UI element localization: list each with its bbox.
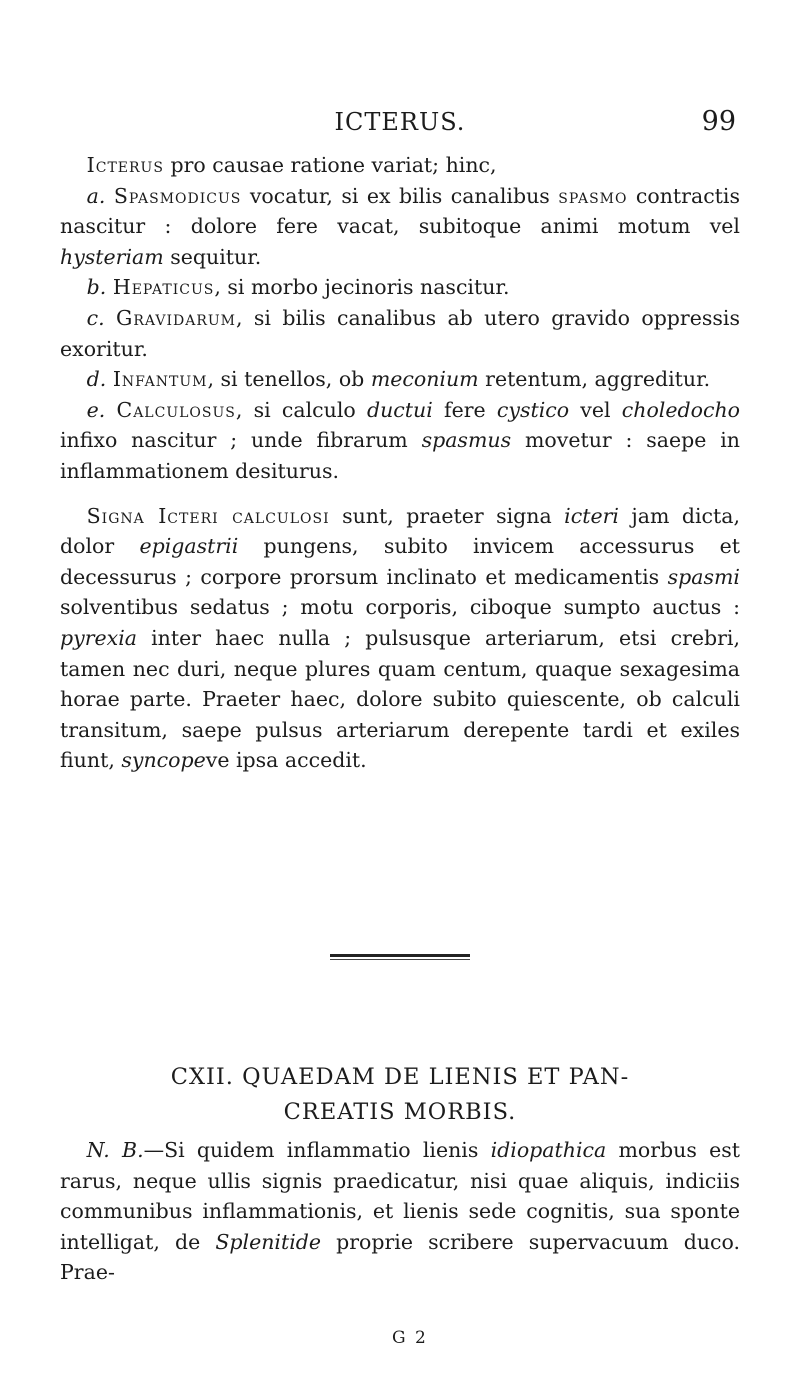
intro-paragraph [60, 150, 740, 181]
section-divider-thin [330, 959, 470, 960]
term-icterus: Icterus [86, 153, 164, 177]
italic-term: N. B. [86, 1138, 144, 1162]
type-letter: a. [86, 183, 106, 208]
type-name: Infantum [112, 367, 208, 392]
text-run: pungens, subito invicem accessurus et decessurus ; corpore prorsum inclinato et medicamentis [60, 534, 740, 589]
page-number: 99 [701, 106, 736, 137]
type-letter: b. [86, 275, 107, 300]
text-run: retentum, aggreditur. [478, 367, 711, 392]
text-run: movetur : saepe in inflammationem desiturus. [60, 428, 740, 483]
text-run: sequitur. [163, 244, 262, 269]
type-item [60, 395, 740, 487]
type-item [60, 303, 740, 364]
italic-term: hysteriam [60, 244, 164, 269]
section-divider [330, 954, 470, 958]
text-run: jam dicta, dolor [60, 503, 740, 559]
italic-term: meconium [370, 367, 479, 392]
type-name: Hepaticus [112, 275, 215, 300]
nb-paragraph [60, 1135, 740, 1288]
type-item [60, 181, 740, 273]
italic-term: icteri [564, 503, 619, 528]
italic-term: syncope [121, 748, 206, 773]
text-run: vocatur, si ex bilis canalibus [241, 183, 559, 208]
text-run: , si morbo jecinoris nascitur. [214, 275, 510, 300]
text-run: infixo nascitur ; unde fibrarum [60, 428, 422, 453]
text-run: , si tenellos, ob [207, 367, 371, 392]
italic-term: spasmus [421, 428, 512, 453]
italic-term: pyrexia [60, 625, 137, 650]
types-list [60, 181, 740, 487]
text-run: , si bilis canalibus ab utero gravido oppressis exoritur. [60, 305, 740, 361]
italic-term: cystico [496, 397, 570, 422]
italic-term: epigastrii [139, 534, 239, 559]
text-run: —Si quidem inflammatio lienis [143, 1138, 491, 1162]
type-item [60, 364, 740, 395]
italic-term: spasmi [667, 564, 740, 589]
section-heading-line-2: CREATIS MORBIS. [283, 1099, 517, 1125]
text-run: ve ipsa accedit. [205, 748, 367, 773]
type-name: Gravidarum [116, 305, 236, 330]
section-heading-line-1: CXII. QUAEDAM DE LIENIS ET PAN- [170, 1064, 630, 1090]
intro-text: pro causae ratione variat; hinc, [163, 153, 497, 177]
section-heading [60, 1060, 740, 1130]
italic-term: idiopathica [490, 1138, 607, 1162]
type-letter: c. [86, 305, 105, 330]
text-run: vel [569, 397, 622, 422]
type-name: Calculosus [116, 397, 236, 422]
section-text [60, 1135, 740, 1288]
type-name: Spasmodicus [113, 183, 242, 208]
type-letter: d. [86, 367, 107, 392]
signature-mark: G 2 [392, 1328, 428, 1348]
text-run: proprie scribere supervacuum duco. Prae- [60, 1229, 741, 1285]
page-header [60, 106, 740, 146]
text-run: , si calculo [235, 397, 367, 422]
text-run: contractis nascitur : dolore fere vacat, subitoque animi motum vel [60, 183, 740, 239]
text-run: solventibus sedatus ; motu corporis, ciboque sumpto auctus : [60, 595, 740, 620]
italic-term: Splenitide [215, 1229, 322, 1254]
signa-paragraph [60, 501, 740, 776]
text-run: fere [432, 397, 497, 422]
text-run: morbus est rarus, neque ullis signis praedicatur, nisi quae aliquis, indiciis communibus inflammationis, et lienis sede cognitis, sua sponte intelligat, de [60, 1138, 740, 1254]
italic-term: ductui [366, 397, 433, 422]
text-run: inter haec nulla ; pulsusque arteriarum, etsi crebri, tamen nec duri, neque plures quam centum, quaque sexagesima horae parte. Praeter haec, dolore subito quiescente, ob calculi transitum, saepe pulsus arteriarum derepente tardi et exiles fiunt, [60, 625, 740, 773]
text-run: sunt, praeter signa [329, 503, 565, 528]
italic-term: choledocho [621, 397, 740, 422]
signa-lead: Signa Icteri calculosi [86, 503, 330, 528]
type-item [60, 272, 740, 303]
small-caps-term: spasmo [558, 183, 628, 208]
main-text [60, 150, 740, 776]
type-letter: e. [86, 397, 106, 422]
running-title: ICTERUS. [334, 108, 466, 136]
